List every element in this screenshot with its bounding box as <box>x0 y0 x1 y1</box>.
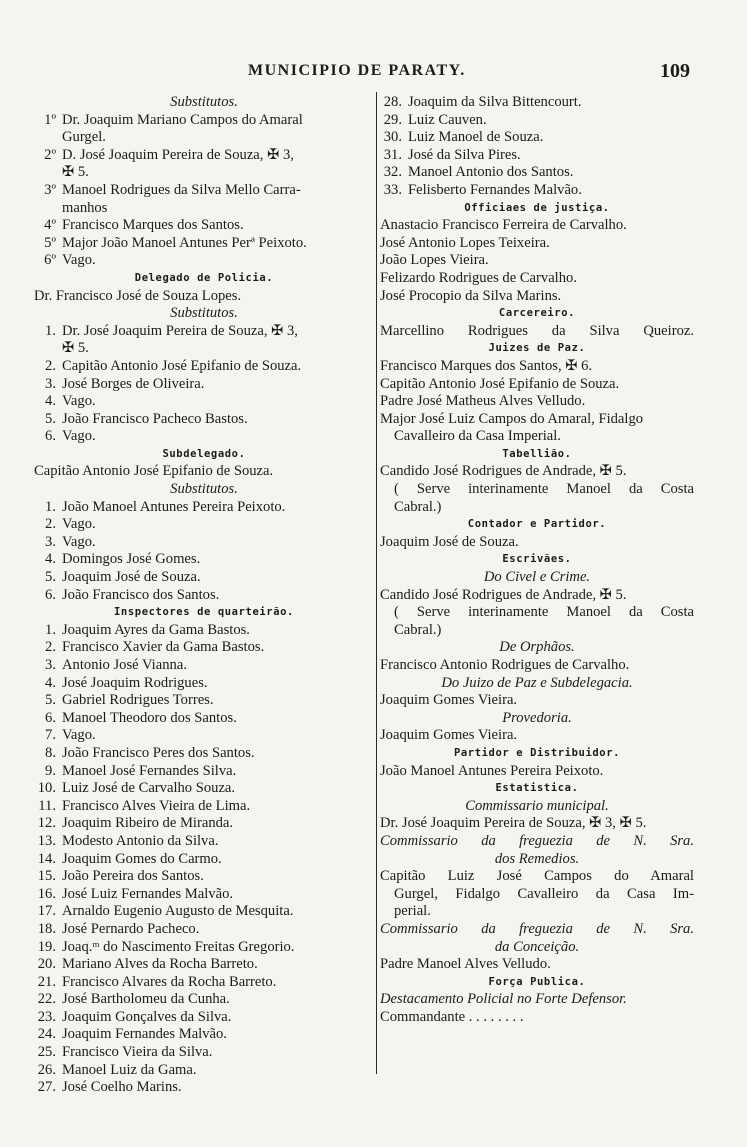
list-item <box>34 217 374 235</box>
list-item <box>34 323 374 341</box>
right-column <box>380 94 694 1026</box>
item-text: Capitão Antonio José Epifanio de Souza. <box>62 357 302 374</box>
item-text: Domingos José Gomes. <box>62 551 201 568</box>
tabelliao-line: Cabral.) <box>394 498 442 515</box>
column-divider <box>376 92 377 1074</box>
list-item: Francisco Marques dos Santos, ✠ 6. <box>380 357 593 374</box>
item-text: Dr. José Joaquim Pereira de Souza, ✠ 3, <box>62 322 298 339</box>
item-text: Felisberto Fernandes Malvão. <box>408 181 582 198</box>
item-text: José Joaquim Rodrigues. <box>62 674 208 691</box>
section-heading: Inspectores de quarteirão. <box>114 606 294 619</box>
subsection-heading: da Conceição. <box>494 938 580 955</box>
item-number: 1º <box>44 111 56 128</box>
item-number: 2. <box>45 357 56 374</box>
item-number: 3. <box>45 375 56 392</box>
item-text: Luiz José de Carvalho Souza. <box>62 780 236 797</box>
list-item <box>34 1062 374 1080</box>
list-item <box>34 991 374 1009</box>
list-item <box>34 798 374 816</box>
item-number: 2. <box>45 639 56 656</box>
list-item <box>380 164 694 182</box>
list-item <box>34 727 374 745</box>
item-text: Vago. <box>62 533 96 550</box>
orphaos-name: Francisco Antonio Rodrigues de Carvalho. <box>380 657 630 673</box>
subsection-heading: dos Remedios. <box>494 850 580 867</box>
item-text: José Coelho Marins. <box>62 1079 182 1096</box>
item-number: 5º <box>44 234 56 251</box>
item-text: Joaquim Ribeiro de Miranda. <box>62 815 234 832</box>
inspectores-list-continued <box>380 94 694 200</box>
item-number: 1. <box>45 498 56 515</box>
item-text: Manoel José Fernandes Silva. <box>62 762 237 779</box>
list-item <box>34 376 374 394</box>
item-number: 14. <box>37 850 56 867</box>
section-heading: Tabellião. <box>502 447 572 460</box>
list-item <box>34 639 374 657</box>
subsection-heading: Commissario da freguezia de N. Sra. <box>380 832 694 849</box>
list-item <box>380 112 694 130</box>
item-number: 23. <box>37 1008 56 1025</box>
item-text: Joaquim Fernandes Malvão. <box>62 1026 227 1043</box>
tabelliao-line: Candido José Rodrigues de Andrade, ✠ 5. <box>380 463 627 480</box>
section-heading: Escrivães. <box>502 553 572 566</box>
item-number: 3. <box>45 533 56 550</box>
list-item <box>34 692 374 710</box>
civel-line: ( Serve interinamente Manoel da Costa <box>394 604 694 621</box>
list-item <box>34 939 374 957</box>
section-heading: Substitutos. <box>170 481 238 498</box>
item-number: 18. <box>37 920 56 937</box>
item-number: 5. <box>45 569 56 586</box>
item-number: 9. <box>45 762 56 779</box>
item-number: 2. <box>45 516 56 533</box>
list-item <box>34 393 374 411</box>
item-number: 19. <box>37 938 56 955</box>
item-text: Vago. <box>62 252 96 269</box>
page-number: 109 <box>660 60 690 82</box>
officiaes-list <box>380 217 694 305</box>
section-heading: Carcereiro. <box>498 307 576 320</box>
item-number: 6. <box>45 709 56 726</box>
subsection-heading: De Orphãos. <box>499 639 575 656</box>
item-text: Vago. <box>62 516 96 533</box>
list-item <box>34 745 374 763</box>
commandante-line: Commandante . . . . . . . . <box>380 1008 524 1025</box>
item-number: 4. <box>45 393 56 410</box>
list-item <box>34 235 374 253</box>
substitutos-list-3 <box>34 499 374 605</box>
item-text: Luiz Cauven. <box>408 111 487 128</box>
left-column <box>34 94 374 1097</box>
tabelliao-line: ( Serve interinamente Manoel da Costa <box>394 481 694 498</box>
item-number: 31. <box>383 146 402 163</box>
list-item <box>34 1079 374 1097</box>
item-number: 28. <box>383 94 402 110</box>
list-item <box>34 182 374 200</box>
item-number: 17. <box>37 903 56 920</box>
list-item <box>34 516 374 534</box>
list-item <box>34 499 374 517</box>
subsection-heading: Commissario municipal. <box>465 797 609 814</box>
item-text: José Pernardo Pacheco. <box>62 920 200 937</box>
carcereiro-name: Marcellino Rodrigues da Silva Queiroz. <box>380 322 694 339</box>
subdelegado-name: Capitão Antonio José Epifanio de Souza. <box>34 463 274 480</box>
destacamento-line: Destacamento Policial no Forte Defensor. <box>380 991 627 1008</box>
item-text: Vago. <box>62 428 96 445</box>
subsection-heading: Provedoria. <box>502 709 572 726</box>
item-number: 4. <box>45 674 56 691</box>
list-item <box>34 428 374 446</box>
item-text: João Manoel Antunes Pereira Peixoto. <box>62 498 286 515</box>
item-text: Joaquim Ayres da Gama Bastos. <box>62 621 250 638</box>
list-item: Anastacio Francisco Ferreira de Carvalho. <box>380 217 627 234</box>
list-item: Padre José Matheus Alves Velludo. <box>380 393 586 410</box>
list-item <box>34 622 374 640</box>
item-text: Mariano Alves da Rocha Barreto. <box>62 956 258 973</box>
section-heading: Juizes de Paz. <box>488 342 586 355</box>
list-item <box>34 780 374 798</box>
item-number: 4. <box>45 551 56 568</box>
list-item <box>34 164 374 182</box>
item-text: Modesto Antonio da Silva. <box>62 832 219 849</box>
juizo-name: Joaquim Gomes Vieira. <box>380 692 518 709</box>
item-text: Dr. Joaquim Mariano Campos do Amaral <box>62 111 303 128</box>
list-item <box>34 587 374 605</box>
item-number: 4º <box>44 217 56 234</box>
civel-line: Candido José Rodrigues de Andrade, ✠ 5. <box>380 586 627 603</box>
item-text: João Francisco Pacheco Bastos. <box>62 410 248 427</box>
item-text: João Francisco dos Santos. <box>62 586 220 603</box>
remedios-line: Gurgel, Fidalgo Cavalleiro da Casa Im- <box>394 885 694 902</box>
item-text: Francisco Xavier da Gama Bastos. <box>62 639 265 656</box>
section-heading: Partidor e Distribuidor. <box>453 746 621 759</box>
list-item <box>34 1044 374 1062</box>
subsection-heading: Commissario da freguezia de N. Sra. <box>380 920 694 937</box>
list-item <box>380 182 694 200</box>
item-text: Arnaldo Eugenio Augusto de Mesquita. <box>62 903 294 920</box>
list-item: Cavalleiro da Casa Imperial. <box>394 428 561 445</box>
item-text: ✠ 5. <box>62 164 89 181</box>
list-item <box>34 1026 374 1044</box>
item-number: 20. <box>37 956 56 973</box>
item-number: 15. <box>37 868 56 885</box>
item-text: Vago. <box>62 727 96 744</box>
remedios-line: perial. <box>394 903 431 920</box>
item-text: Antonio José Vianna. <box>62 657 187 673</box>
item-text: Manoel Theodoro dos Santos. <box>62 709 237 726</box>
item-number: 25. <box>37 1044 56 1061</box>
page-header <box>0 62 747 86</box>
list-item <box>34 358 374 376</box>
item-number: 1. <box>45 621 56 638</box>
item-text: José Borges de Oliveira. <box>62 375 205 392</box>
section-heading: Substitutos. <box>170 305 238 322</box>
list-item <box>34 974 374 992</box>
item-text: Francisco Vieira da Silva. <box>62 1044 213 1061</box>
list-item: Felizardo Rodrigues de Carvalho. <box>380 269 577 286</box>
item-number: 27. <box>37 1079 56 1096</box>
list-item <box>34 534 374 552</box>
item-number: 5. <box>45 410 56 427</box>
section-heading: Substitutos. <box>170 94 238 110</box>
page-title: MUNICIPIO DE PARATY. <box>248 62 466 79</box>
item-number: 24. <box>37 1026 56 1043</box>
list-item <box>34 868 374 886</box>
delegado-name: Dr. Francisco José de Souza Lopes. <box>34 287 242 304</box>
item-number: 3º <box>44 181 56 198</box>
item-number: 32. <box>383 164 402 181</box>
item-text: Francisco Alvares da Rocha Barreto. <box>62 973 277 990</box>
list-item: José Procopio da Silva Marins. <box>380 287 562 304</box>
item-text: Joaq.ᵐ do Nascimento Freitas Gregorio. <box>62 938 295 955</box>
item-number: 6. <box>45 586 56 603</box>
item-text: João Pereira dos Santos. <box>62 868 204 885</box>
item-number: 6º <box>44 252 56 269</box>
item-text: Francisco Marques dos Santos. <box>62 217 244 234</box>
item-text: Manoel Rodrigues da Silva Mello Carra- <box>62 181 301 198</box>
item-number: 10. <box>37 780 56 797</box>
list-item <box>34 551 374 569</box>
contador-name: Joaquim José de Souza. <box>380 533 519 550</box>
juizes-list <box>380 358 694 446</box>
list-item <box>34 675 374 693</box>
list-item <box>34 657 374 675</box>
section-heading: Força Publica. <box>488 975 586 988</box>
item-text: José Luiz Fernandes Malvão. <box>62 885 234 902</box>
civel-line: Cabral.) <box>394 621 442 638</box>
item-text: Francisco Alves Vieira de Lima. <box>62 797 251 814</box>
list-item <box>380 147 694 165</box>
partidor-name: João Manoel Antunes Pereira Peixoto. <box>380 762 604 779</box>
list-item <box>34 710 374 728</box>
list-item <box>34 833 374 851</box>
item-text: ✠ 5. <box>62 340 89 357</box>
item-number: 29. <box>383 111 402 128</box>
substitutos-list-1 <box>34 112 374 270</box>
list-item <box>34 340 374 358</box>
item-text: Vago. <box>62 393 96 410</box>
list-item <box>34 147 374 165</box>
item-number: 6. <box>45 428 56 445</box>
item-text: José Bartholomeu da Cunha. <box>62 991 230 1008</box>
section-heading: Estatistica. <box>495 782 579 795</box>
item-number: 11. <box>38 797 56 814</box>
item-text: Joaquim José de Souza. <box>62 569 201 586</box>
list-item <box>34 112 374 130</box>
list-item <box>34 886 374 904</box>
list-item <box>34 1009 374 1027</box>
remedios-line: Capitão Luiz José Campos do Amaral <box>380 868 694 885</box>
item-text: Manoel Antonio dos Santos. <box>408 164 574 181</box>
commissario-name: Dr. José Joaquim Pereira de Souza, ✠ 3, ✠ 5. <box>380 815 647 832</box>
list-item <box>34 569 374 587</box>
item-text: Joaquim Gonçalves da Silva. <box>62 1008 232 1025</box>
item-text: João Francisco Peres dos Santos. <box>62 744 255 761</box>
item-text: Joaquim da Silva Bittencourt. <box>408 94 582 110</box>
section-heading: Subdelegado. <box>162 447 246 460</box>
item-number: 2º <box>44 146 56 163</box>
section-heading: Officiaes de justiça. <box>464 201 610 214</box>
list-item <box>34 815 374 833</box>
item-number: 8. <box>45 744 56 761</box>
list-item <box>380 94 694 112</box>
item-number: 33. <box>383 181 402 198</box>
item-number: 12. <box>37 815 56 832</box>
list-item <box>34 921 374 939</box>
conceicao-name: Padre Manoel Alves Velludo. <box>380 956 551 973</box>
subsection-heading: Do Juizo de Paz e Subdelegacia. <box>441 674 633 691</box>
item-text: Joaquim Gomes do Carmo. <box>62 850 222 867</box>
section-heading: Contador e Partidor. <box>467 518 607 531</box>
item-number: 30. <box>383 129 402 146</box>
item-text: Gurgel. <box>62 129 106 146</box>
provedoria-name: Joaquim Gomes Vieira. <box>380 727 518 744</box>
list-item <box>34 129 374 147</box>
inspectores-list <box>34 622 374 1097</box>
item-number: 26. <box>37 1061 56 1078</box>
item-text: José da Silva Pires. <box>408 146 521 163</box>
list-item: Capitão Antonio José Epifanio de Souza. <box>380 375 620 392</box>
list-item: João Lopes Vieira. <box>380 252 489 269</box>
item-number: 22. <box>37 991 56 1008</box>
item-text: Manoel Luiz da Gama. <box>62 1061 197 1078</box>
item-number: 21. <box>37 973 56 990</box>
item-number: 1. <box>45 322 56 339</box>
list-item <box>34 252 374 270</box>
item-number: 5. <box>45 692 56 709</box>
item-text: Luiz Manoel de Souza. <box>408 129 544 146</box>
list-item <box>34 200 374 218</box>
item-text: manhos <box>62 199 108 216</box>
list-item: José Antonio Lopes Teixeira. <box>380 234 550 251</box>
item-text: D. José Joaquim Pereira de Souza, ✠ 3, <box>62 146 294 163</box>
section-heading: Delegado de Policia. <box>134 271 274 284</box>
item-number: 16. <box>37 885 56 902</box>
item-number: 13. <box>37 832 56 849</box>
list-item <box>34 851 374 869</box>
list-item <box>34 411 374 429</box>
list-item <box>34 903 374 921</box>
list-item <box>34 956 374 974</box>
subsection-heading: Do Civel e Crime. <box>483 569 591 586</box>
item-number: 7. <box>45 727 56 744</box>
list-item <box>380 129 694 147</box>
list-item <box>34 763 374 781</box>
item-number: 3. <box>45 657 56 673</box>
list-item: Major José Luiz Campos do Amaral, Fidalgo <box>380 410 644 427</box>
item-text: Gabriel Rodrigues Torres. <box>62 692 214 709</box>
substitutos-list-2 <box>34 323 374 446</box>
item-text: Major João Manoel Antunes Perª Peixoto. <box>62 234 307 251</box>
